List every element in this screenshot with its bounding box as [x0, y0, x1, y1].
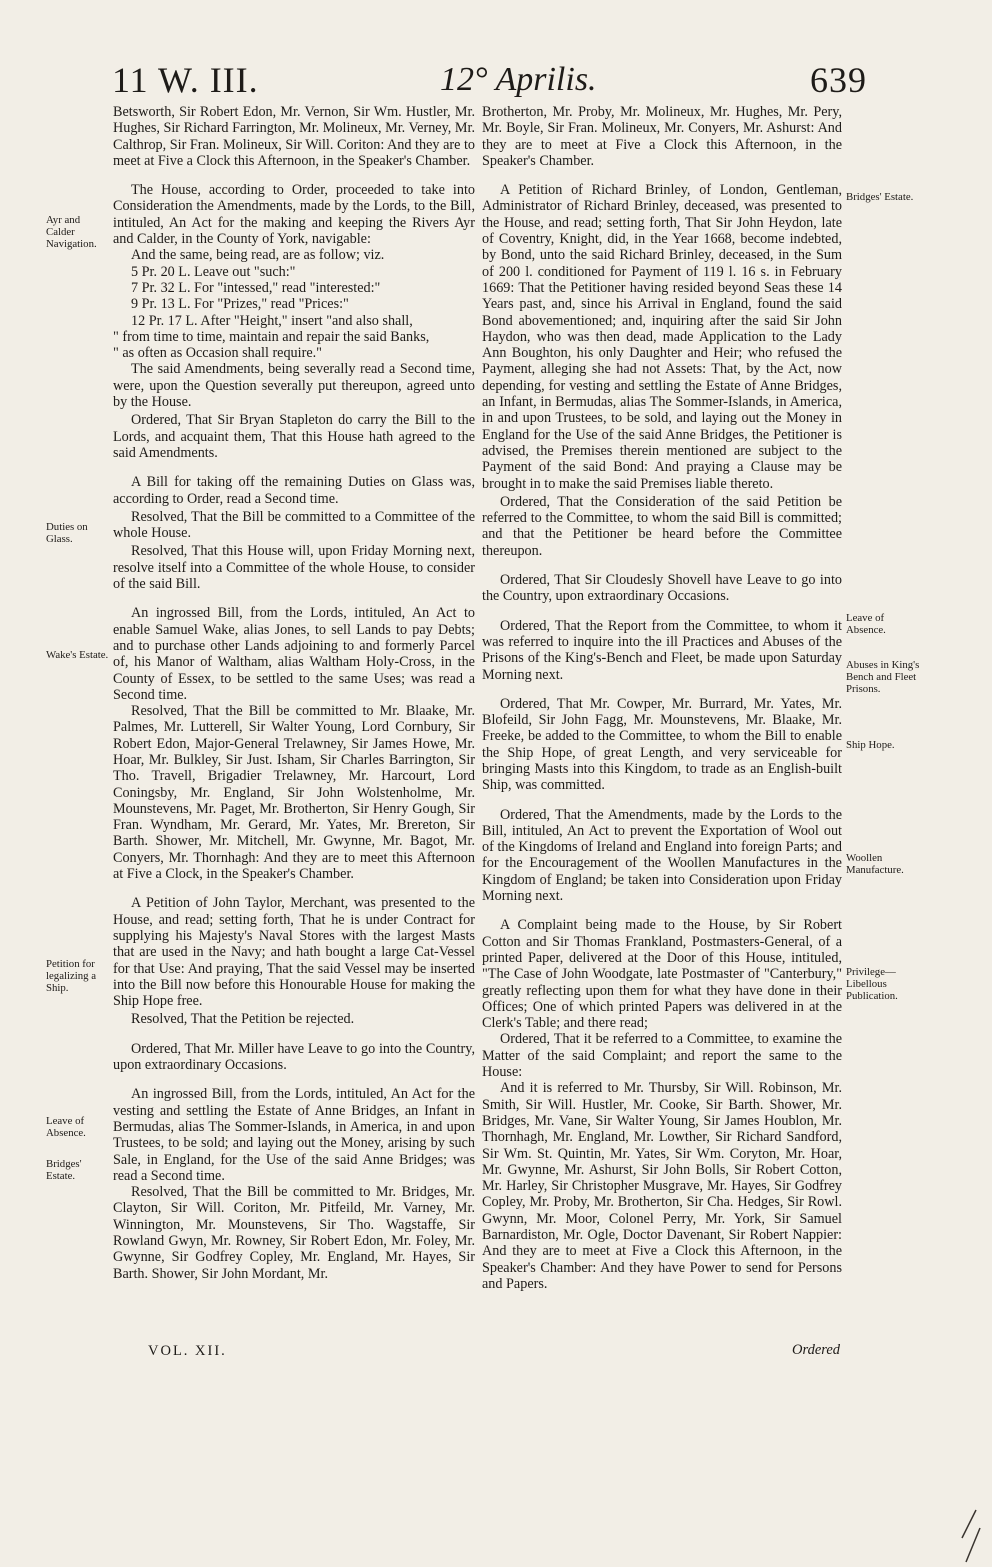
paragraph: Betsworth, Sir Robert Edon, Mr. Vernon, Sir Wm. Hustler, Mr. Hughes, Sir Richard Farrington, Mr. Molineux, Mr. Verney, Mr. Calthrop, Sir Fran. Molineux, Sir Will. Coriton: And they are to meet at Five a Clock this Afternoon, in the Speaker's Chamber. — [113, 104, 475, 169]
amendment-line: 7 Pr. 32 L. For "intessed," read "interested:" — [131, 279, 381, 296]
paragraph: Ordered, That it be referred to a Committee, to examine the Matter of the said Complaint; and report the same to the House: — [482, 1031, 842, 1081]
paragraph: Resolved, That the Bill be committed to a Committee of the whole House. — [113, 508, 475, 542]
margin-note-leave: Leave of Absence. — [46, 1115, 86, 1139]
paragraph: Ordered, That the Amendments, made by the Lords to the Bill, intituled, An Act to prevent the Exportation of Wool out of the Kingdoms of Ireland and England into foreign Parts; and for the Encouragement of the Woollen Manufactures in the Kingdom of England; be taken into Consideration upon Friday Morning next. — [482, 806, 842, 905]
paragraph: A Bill for taking off the remaining Duties on Glass was, according to Order, read a Second time. — [113, 474, 475, 507]
paragraph: Ordered, That Sir Bryan Stapleton do carry the Bill to the Lords, and acquaint them, That this House hath agreed to the said Amendments. — [113, 412, 475, 461]
paragraph: Resolved, That the Petition be rejected. — [131, 1011, 355, 1028]
amendment-line: " as often as Occasion shall require." — [113, 345, 322, 362]
margin-note-glass: Duties on Glass. — [46, 521, 88, 545]
volume-signature: VOL. XII. — [148, 1343, 227, 1359]
paragraph: An ingrossed Bill, from the Lords, intituled, An Act for the vesting and settling the Estate of Anne Bridges, an Infant in Bermudas, alias The Sommer-Islands, in America, in and upon Trustees, to be sold; and laying out the Money, arising by such Sale, in England, for the Use of the said Anne Bridges; was read a Second time. — [113, 1086, 475, 1184]
paragraph: The House, according to Order, proceeded to take into Consideration the Amendments, made by the Lords, to the Bill, intituled, An Act for the making and keeping the Rivers Ayr and Calder, in the County of York, navigable: — [113, 182, 475, 248]
page-header-left: 11 W. III. — [112, 60, 259, 100]
paragraph: A Petition of John Taylor, Merchant, was presented to the House, and read; setting forth, That he is under Contract for supplying his Majesty's Naval Stores with the largest Masts that are used in the Navy; and hath bought a large Cat-Vessel for that Use: And praying, That the said Vessel may be inserted into the Bill now before this Honourable House for making the Ship Hope free. — [113, 895, 475, 1010]
right-column — [482, 104, 842, 1292]
paragraph: Ordered, That Sir Cloudesly Shovell have Leave to go into the Country, upon extraordinary Occasions. — [482, 572, 842, 605]
amendment-line: 5 Pr. 20 L. Leave out "such:" — [131, 263, 296, 280]
margin-note-woollen: Woollen Manufacture. — [846, 852, 904, 876]
paragraph: A Petition of Richard Brinley, of London, Gentleman, Administrator of Richard Brinley, deceased, was presented to the House, and read; setting forth, That Sir John Heydon, late of Coventry, Knight, did, in the Year 1668, become indebted, by Bond, unto the said Richard Brinley, deceased, in the Sum of 200 l. conditioned for Payment of 119 l. 16 s. in February 1669: That the Petitioner having resided beyond Seas these 14 Years past, and, since his Arrival in England, found the said Bond abovementioned; and, inquiring after the said Sir John Haydon, who was then dead, made Application to the Lady Ann Boughton, his only Daughter and Heir; who refused the Payment, alleging she had not Assets: That, by the Act, now depending, for vesting and settling the Estate of Anne Bridges, an Infant, in Bermudas, alias The Sommer-Islands, in America, in and upon Trustees, to be sold, and laying out the Money in England for the Use of the said Anne Bridges, the Petitioner is advised, the Premises therein mentioned are subject to the Payment of the said Bond: And praying a Clause may be brought in to make the said Premises liable thereto. — [482, 182, 842, 492]
left-column — [113, 104, 475, 1282]
margin-note-abuses: Abuses in King's Bench and Fleet Prisons. — [846, 659, 920, 695]
paragraph: Ordered, That the Consideration of the said Petition be referred to the Committee, to whom the said Bill is committed; and that the Petitioner be heard before the Committee thereupon. — [482, 493, 842, 559]
paragraph: The said Amendments, being severally read a Second time, were, upon the Question severally put thereupon, agreed unto by the House. — [113, 361, 475, 411]
catchword: Ordered — [792, 1342, 841, 1358]
margin-note-wake: Wake's Estate. — [46, 649, 109, 661]
page-corner-mark-icon — [956, 1508, 982, 1564]
amendment-line: 9 Pr. 13 L. For "Prizes," read "Prices:" — [131, 296, 349, 313]
paragraph: Resolved, That the Bill be committed to Mr. Blaake, Mr. Palmes, Mr. Lutterell, Sir Walter Young, Lord Cornbury, Sir Robert Edon, Major-General Trelawney, Sir James Howe, Mr. Hoar, Mr. Bulkley, Sir Just. Isham, Sir Charles Barrington, Sir Tho. Travell, Brigadier Trelawney, Mr. Harcourt, Lord Coningsby, Mr. England, Sir John Wolstenholme, Mr. Mounstevens, Mr. Paget, Mr. Brotherton, Sir Henry Gough, Sir Fran. Wyndham, Mr. Gerard, Mr. Yates, Mr. Brereton, Sir Barth. Shower, Mr. Mitchell, Mr. Gwynne, Mr. Bagot, Mr. Conyers, Mr. Thornhagh: And they are to meet this Afternoon at Five a Clock, in the Speaker's Chamber. — [113, 703, 475, 883]
paragraph: Resolved, That the Bill be committed to Mr. Bridges, Mr. Clayton, Sir Will. Coriton, Mr. Pitfeild, Mr. Varney, Mr. Winnington, Mr. Mounstevens, Sir Tho. Wagstaffe, Sir Rowland Gwyn, Mr. Rowney, Sir Robert Edon, Mr. Foley, Mr. Gwynne, Sir Godfrey Copley, Mr. England, Mr. Hayes, Sir Barth. Shower, Sir John Mordant, Mr. — [113, 1184, 475, 1282]
margin-note-leave: Leave of Absence. — [846, 612, 886, 636]
paragraph: And the same, being read, are as follow; viz. — [131, 247, 385, 264]
page-number: 639 — [810, 60, 867, 100]
margin-note-petition-ship: Petition for legalizing a Ship. — [46, 958, 97, 994]
paragraph: Resolved, That this House will, upon Friday Morning next, resolve itself into a Committee of the whole House, to consider of the said Bill. — [113, 543, 475, 593]
margin-note-privilege: Privilege— Libellous Publication. — [846, 966, 898, 1002]
paragraph: Brotherton, Mr. Proby, Mr. Molineux, Mr. Hughes, Mr. Pery, Mr. Boyle, Sir Fran. Molineux, Mr. Conyers, Mr. Ashurst: And they are to meet at Five a Clock this Afternoon, in the Speaker's Chamber. — [482, 104, 842, 169]
paragraph: And it is referred to Mr. Thursby, Sir Will. Robinson, Mr. Smith, Sir Will. Hustler, Mr. Cooke, Sir Barth. Shower, Mr. Bridges, Mr. Vane, Sir Walter Young, Sir James Houblon, Mr. Thornhagh, Mr. England, Mr. Lowther, Sir Richard Sandford, Sir Wm. St. Quintin, Mr. Yates, Sir Wm. Coryton, Mr. Hoar, Mr. Gwynne, Mr. Ashurst, Sir John Bolls, Sir Robert Cotton, Mr. Harley, Sir Christopher Musgrave, Mr. Hayes, Sir Godfrey Copley, Mr. Proby, Mr. Brotherton, Sir Cha. Hedges, Sir Rowl. Gwynn, Mr. Moor, Colonel Perry, Mr. York, Sir Samuel Barnardiston, Mr. Ogle, Doctor Davenant, Sir Robert Nappier: And they are to meet at Five a Clock this Afternoon, in the Speaker's Chamber: And they have Power to send for Persons and Papers. — [482, 1080, 842, 1292]
paragraph: A Complaint being made to the House, by Sir Robert Cotton and Sir Thomas Frankland, Postmasters-General, of a printed Paper, delivered at the Door of this House, intituled, "The Case of John Woodgate, late Postmaster of "Canterbury," greatly reflecting upon them for what they have done in their Offices; One of which printed Papers was delivered in at the Clerk's Table; and there read; — [482, 917, 842, 1032]
margin-note-bridges: Bridges' Estate. — [846, 191, 914, 203]
page-header-date: 12° Aprilis. — [440, 61, 597, 98]
amendment-line: " from time to time, maintain and repair the said Banks, — [113, 328, 430, 345]
paragraph: Ordered, That Mr. Cowper, Mr. Burrard, Mr. Yates, Mr. Blofeild, Sir John Fagg, Mr. Mounstevens, Mr. Blaake, Mr. Freeke, be added to the Committee, to whom the Bill to enable the Ship Hope, of great Length, and very serviceable for bringing Masts into this Kingdom, to trade as an English-built Ship, was committed. — [482, 695, 842, 794]
margin-note-ayr: Ayr and Calder Navigation. — [46, 214, 97, 250]
paragraph: Ordered, That the Report from the Committee, to whom it was referred to inquire into the ill Practices and Abuses of the Prisons of the King's-Bench and Fleet, be made upon Saturday Morning next. — [482, 617, 842, 683]
paragraph: An ingrossed Bill, from the Lords, intituled, An Act to enable Samuel Wake, alias Jones, to sell Lands to pay Debts; and to purchase other Lands adjoining to and formerly Parcel of, his Manor of Waltham, alias Waltham Holy-Cross, in the County of Essex, to be settled to the same Uses; was read a Second time. — [113, 605, 475, 703]
margin-note-bridges: Bridges' Estate. — [46, 1158, 82, 1182]
amendment-line: 12 Pr. 17 L. After "Height," insert "and also shall, — [131, 312, 413, 329]
paragraph: Ordered, That Mr. Miller have Leave to go into the Country, upon extraordinary Occasions. — [113, 1040, 475, 1074]
margin-note-ship-hope: Ship Hope. — [846, 739, 895, 751]
